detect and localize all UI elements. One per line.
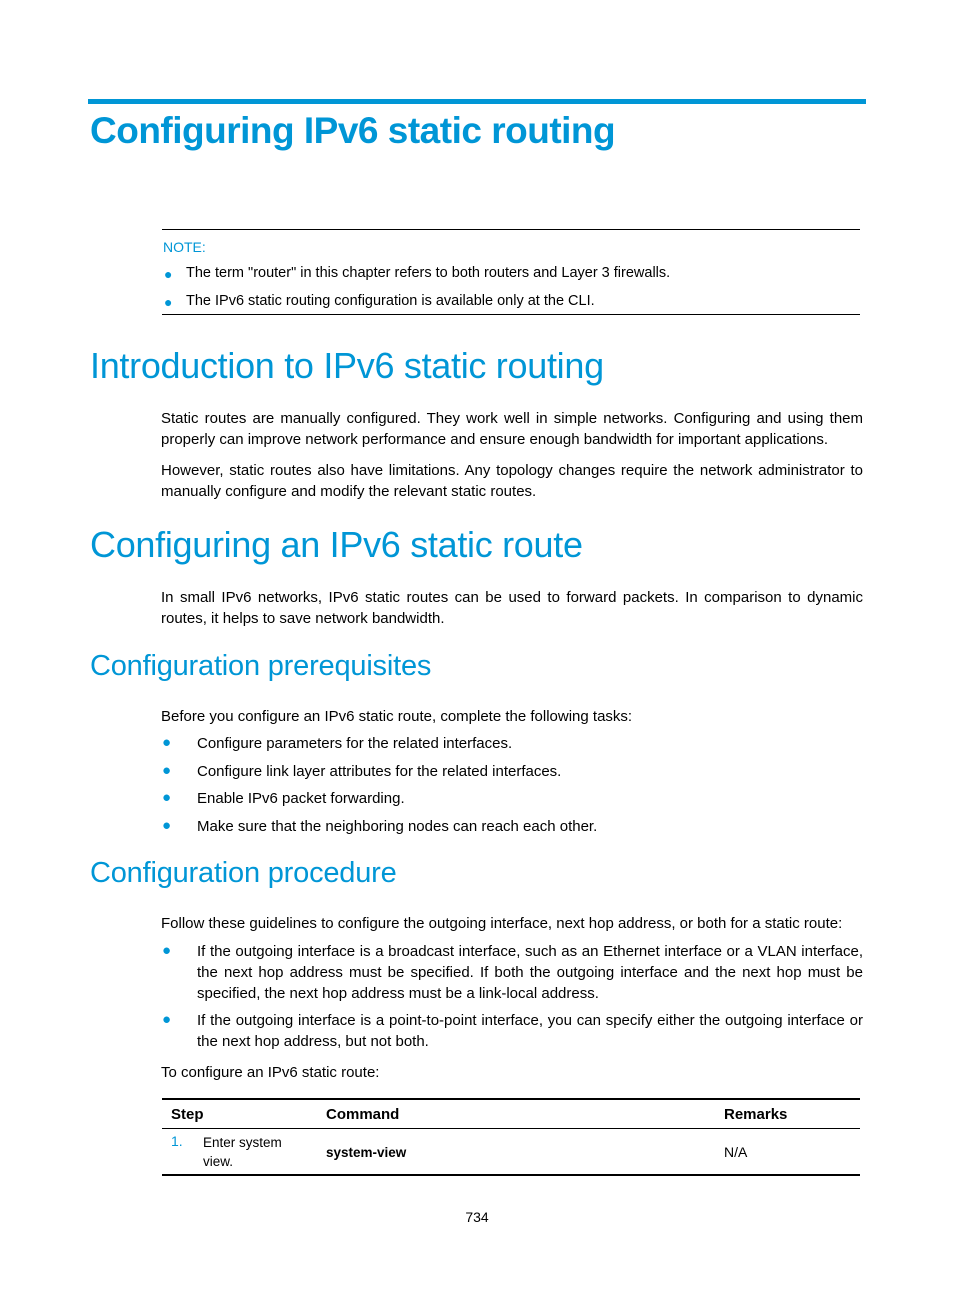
- chapter-top-rule: [88, 99, 866, 104]
- procedure-intro: Follow these guidelines to configure the outgoing interface, next hop address, or both for a static route:: [161, 915, 843, 932]
- remarks-cell: N/A: [715, 1129, 860, 1176]
- procedure-heading: Configuration procedure: [90, 857, 397, 889]
- configuring-paragraph: In small IPv6 networks, IPv6 static routes can be used to forward packets. In comparison to dynamic routes, it helps to save network bandwidth.: [161, 589, 863, 627]
- prerequisite-item: Make sure that the neighboring nodes can reach each other.: [197, 818, 598, 835]
- intro-paragraph: However, static routes also have limitations. Any topology changes require the network administrator to manually configure and modify the relevant static routes.: [161, 462, 863, 500]
- bullet-icon: ●: [162, 1011, 172, 1028]
- chapter-title: Configuring IPv6 static routing: [90, 110, 616, 151]
- column-header-step: Step: [162, 1099, 317, 1129]
- procedure-item: If the outgoing interface is a broadcast interface, such as an Ethernet interface or a VLAN interface, the next hop address must be specified. If both the outgoing interface and the next hop must be specified, the next hop address must be a link-local address.: [197, 943, 863, 1002]
- bullet-icon: ●: [162, 762, 172, 779]
- command-text: system-view: [326, 1144, 407, 1160]
- table-header-row: [162, 1099, 860, 1129]
- prerequisites-intro: Before you configure an IPv6 static route, complete the following tasks:: [161, 708, 633, 725]
- configuration-table: [162, 1098, 860, 1176]
- configuring-heading: Configuring an IPv6 static route: [90, 524, 583, 565]
- intro-paragraph: Static routes are manually configured. They work well in simple networks. Configuring and using them properly can improve network performance and ensure enough bandwidth for important applications.: [161, 410, 863, 448]
- prerequisites-heading: Configuration prerequisites: [90, 650, 432, 682]
- note-item: [164, 265, 671, 282]
- step-number: 1.: [171, 1132, 183, 1149]
- note-item: [164, 293, 595, 310]
- bullet-icon: ●: [162, 789, 172, 806]
- step-cell: [162, 1129, 317, 1176]
- page-number: 734: [465, 1209, 489, 1225]
- note-item-text: The IPv6 static routing configuration is available only at the CLI.: [186, 293, 595, 309]
- intro-heading: Introduction to IPv6 static routing: [90, 345, 604, 386]
- procedure-item: If the outgoing interface is a point-to-point interface, you can specify either the outgoing interface or the next hop address, but not both.: [197, 1012, 863, 1050]
- prerequisite-item: Configure link layer attributes for the related interfaces.: [197, 763, 562, 780]
- note-label: NOTE:: [163, 239, 206, 255]
- column-header-command: Command: [317, 1099, 715, 1129]
- bullet-icon: ●: [162, 817, 172, 834]
- prerequisite-item: Configure parameters for the related interfaces.: [197, 735, 513, 752]
- bullet-icon: ●: [162, 942, 172, 959]
- step-description: Enter system view.: [203, 1134, 282, 1169]
- bullet-icon: ●: [164, 266, 173, 282]
- bullet-icon: ●: [164, 294, 173, 310]
- note-item-text: The term "router" in this chapter refers to both routers and Layer 3 firewalls.: [186, 265, 671, 281]
- column-header-remarks: Remarks: [715, 1099, 860, 1129]
- prerequisite-item: Enable IPv6 packet forwarding.: [197, 790, 405, 807]
- command-cell: [317, 1129, 715, 1176]
- table-intro: To configure an IPv6 static route:: [161, 1064, 380, 1081]
- table-row: [162, 1129, 860, 1176]
- note-box: [162, 229, 860, 315]
- bullet-icon: ●: [162, 734, 172, 751]
